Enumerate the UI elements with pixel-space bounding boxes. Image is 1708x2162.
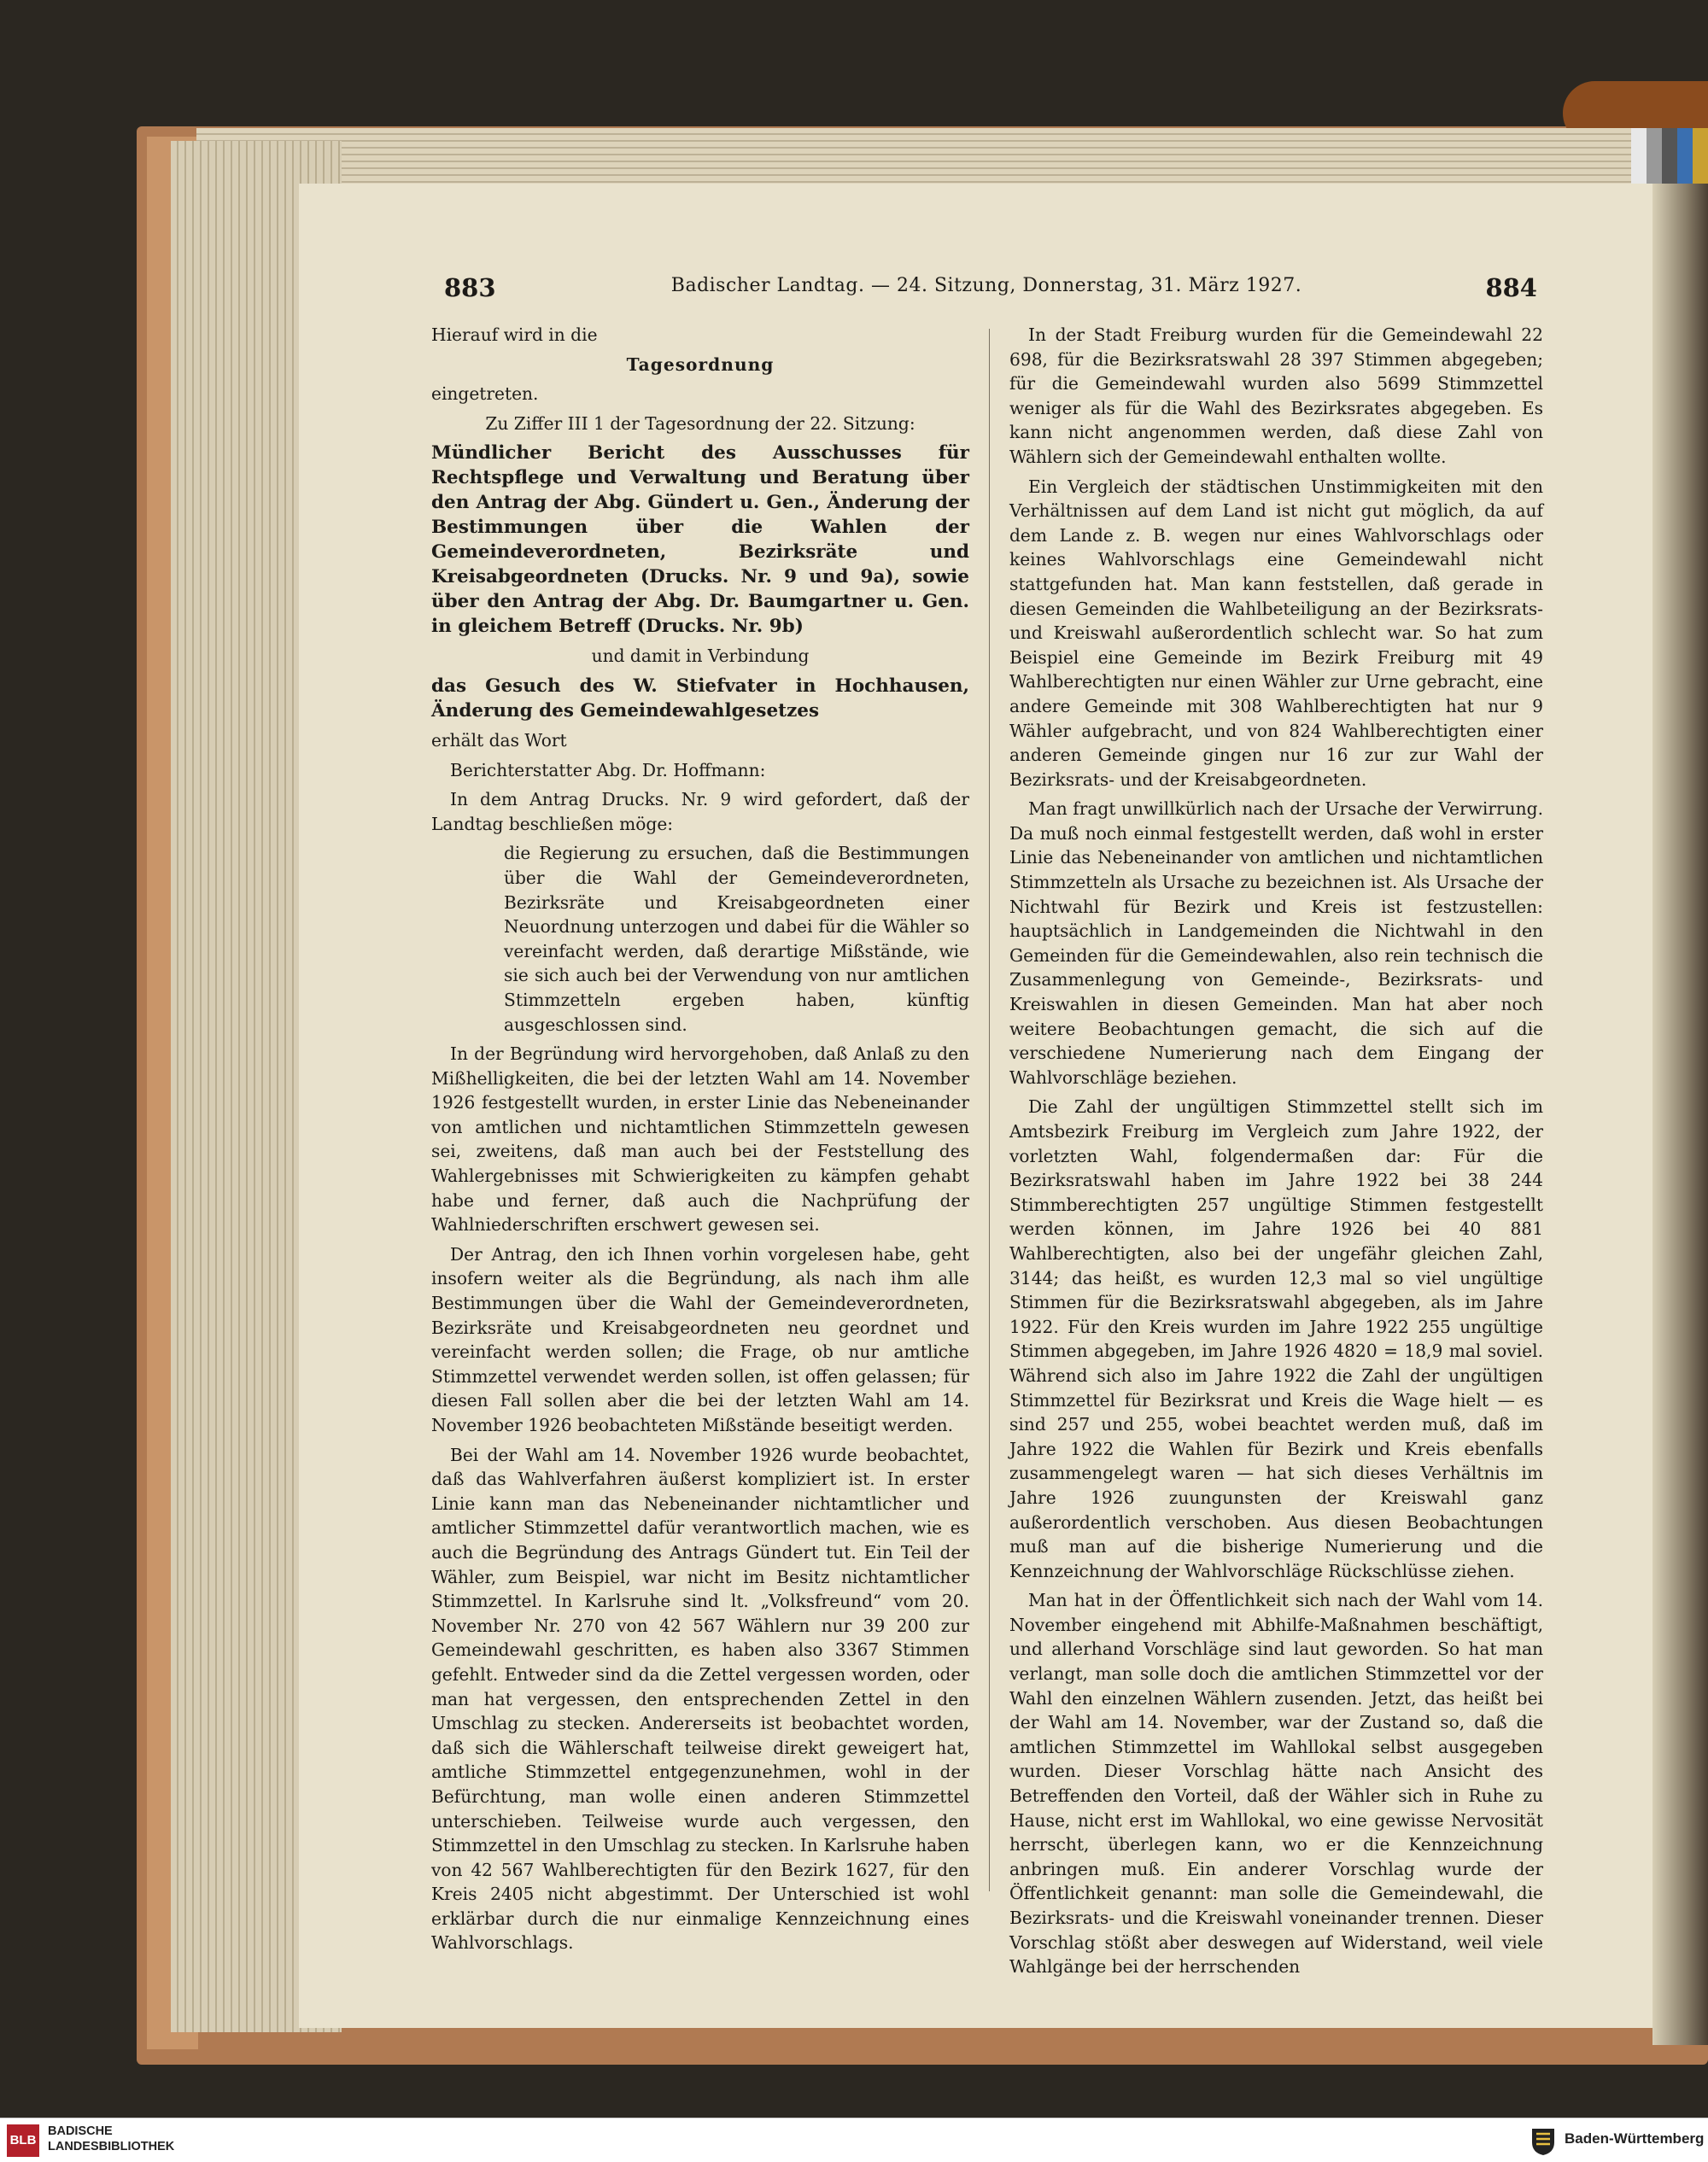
paragraph: Tagesordnung bbox=[626, 354, 775, 375]
color-calibration-strip bbox=[1631, 128, 1708, 188]
paragraph: Hierauf wird in die bbox=[431, 324, 598, 345]
page-number-right: 884 bbox=[1485, 273, 1537, 302]
text-column-right bbox=[1009, 323, 1543, 1984]
paragraph: das Gesuch des W. Stiefvater in Hochhausen, Änderung des Gemeindewahlgesetzes bbox=[431, 675, 969, 722]
paragraph: Ein Vergleich der städtischen Unstimmigkeiten mit den Verhältnissen auf dem Land ist nicht gut möglich, da auf dem Lande z. B. wegen nur eines Wahlvorschlags oder keines Wahlvorschlags eine Gemeindewahl nicht stattgefunden hat. Man kann feststellen, daß gerade in diesen Gemeinden die Wahlbeteiligung an der Bezirksrats- und Kreiswahl außerordentlich schlecht war. So hat zum Beispiel eine Gemeinde im Bezirk Freiburg mit 49 Wahlberechtigten nur einen Wähler zur Urne gebracht, eine andere Gemeinde mit 308 Wahlberechtigten hat nur 9 Wähler aufgebracht, und von 824 Wahlberechtigten einer anderen Gemeinde gingen nur 16 zur zur Wahl der Bezirksrats- und der Kreisabgeordneten. bbox=[1009, 476, 1543, 790]
paragraph: erhält das Wort bbox=[431, 729, 567, 751]
running-head: Badischer Landtag. — 24. Sitzung, Donnerstag, 31. März 1927. bbox=[670, 275, 1302, 296]
page-header bbox=[436, 273, 1537, 307]
paragraph: die Regierung zu ersuchen, daß die Bestimmungen über die Wahl der Gemeindeverordneten, Bezirksräte und Kreisabgeordneten einer Neuordnung unterzogen und dabei für die Wähler so vereinfacht werden, daß derartige Mißstände, wie sie sich auch bei der Verwendung von nur amtlichen Stimmzetteln ergeben haben, künftig ausgeschlossen sind. bbox=[504, 843, 969, 1035]
paragraph: Bei der Wahl am 14. November 1926 wurde beobachtet, daß das Wahlverfahren äußerst kompliziert ist. In erster Linie kann man das Nebeneinander nichtamtlicher und amtlicher Stimmzettel dafür verantwortlich machen, wie es auch die Begründung des Antrags Gündert tut. Ein Teil der Wähler, zum Beispiel, war nicht im Besitz nichtamtlicher Stimmzettel. In Karlsruhe sind lt. „Volksfreund“ vom 20. November Nr. 270 von 42 567 Wählern nur 39 200 zur Gemeindewahl geschritten, es haben also 3367 Stimmen gefehlt. Entweder sind da die Zettel vergessen worden, oder man hat vergessen, den entsprechenden Zettel in den Umschlag zu stecken. Andererseits ist beobachtet worden, daß sich die Wählerschaft teilweise direkt geweigert hat, amtliche Stimmzettel entgegenzunehmen, wohl in der Befürchtung, man wolle einen anderen Stimmzettel unterschieben. Teilweise wurde auch vergessen, den Stimmzettel in den Umschlag zu stecken. In Karlsruhe haben von 42 567 Wahlberechtigten für den Bezirk 1627, für den Kreis 2405 nicht abgestimmt. Der Unterschied ist wohl erklärbar durch die nur einmalige Kennzeichnung eines Wahlvorschlags. bbox=[431, 1444, 969, 1954]
paragraph: eingetreten. bbox=[431, 383, 539, 405]
paragraph: In der Begründung wird hervorgehoben, daß Anlaß zu den Mißhelligkeiten, die bei der letzten Wahl am 14. November 1926 festgestellt wurden, in erster Linie das Nebeneinander von amtlichen und nichtamtlichen Stimmzetteln gewesen sei, zweitens, daß man auch bei der Feststellung des Wahlergebnisses mit Schwierigkeiten zu kämpfen gehabt habe und ferner, daß auch die Nachprüfung der Wahlniederschriften erschwert gewesen sei. bbox=[431, 1043, 969, 1236]
paragraph: Mündlicher Bericht des Ausschusses für Rechtspflege und Verwaltung und Beratung über den Antrag der Abg. Gündert u. Gen., Änderung der Bestimmungen über die Wahlen der Gemeindeverordneten, Bezirksräte und Kreisabgeordneten (Drucks. Nr. 9 und 9a), sowie über den Antrag der Abg. Dr. Baumgartner u. Gen. in gleichem Betreff (Drucks. Nr. 9b) bbox=[431, 442, 969, 638]
paragraph: und damit in Verbindung bbox=[591, 646, 810, 667]
state-label[interactable]: Baden-Württemberg bbox=[1565, 2130, 1705, 2147]
blb-logo[interactable]: BLB bbox=[7, 2124, 39, 2157]
text-column-left bbox=[431, 323, 969, 1960]
paragraph: Die Zahl der ungültigen Stimmzettel stellt sich im Amtsbezirk Freiburg im Vergleich zum Jahre 1922, der vorletzten Wahl, folgendermaßen dar: Für die Bezirksratswahl haben im Jahre 1922 bei 38 244 Stimmberechtigten 257 ungültige Stimmen festgestellt werden können, im Jahre 1926 bei 40 881 Wahlberechtigten, also bei der ungefähr gleichen Zahl, 3144; das heißt, es wurden 12,3 mal so viel ungültige Stimmen für die Bezirksratswahl abgegeben, als im Jahre 1922. Für den Kreis wurden im Jahre 1922 255 ungültige Stimmen abgegeben, im Jahre 1926 4820 = 18,9 mal soviel. Während sich also im Jahre 1922 die Zahl der ungültigen Stimmzettel für Bezirksrat und Kreis die Wage hielt — es sind 257 und 255, wobei beachtet werden muß, daß im Jahre 1922 die Wahlen für Bezirk und Kreis ebenfalls zusammengelegt waren — hat sich dieses Verhältnis im Jahre 1926 zuungunsten der Kreiswahl ganz außerordentlich verschoben. Aus diesen Beobachtungen muß man auf die bisherige Numerierung und die Kennzeichnung der Wahlvorschläge Rückschlüsse ziehen. bbox=[1009, 1096, 1543, 1581]
paragraph: In dem Antrag Drucks. Nr. 9 wird gefordert, daß der Landtag beschließen möge: bbox=[431, 789, 969, 834]
paragraph: Man fragt unwillkürlich nach der Ursache der Verwirrung. Da muß noch einmal festgestellt werden, daß wohl in erster Linie das Nebeneinander von amtlichen und nichtamtlichen Stimmzetteln als Ursache zu bezeichnen ist. Als Ursache der Nichtwahl für Bezirk und Kreis ist festzustellen: hauptsächlich in Landgemeinden die Nichtwahl in den Gemeinden für die Gemeindewahlen, also rein technisch die Zusammenlegung von Gemeinde-, Bezirksrats- und Kreiswahlen in diesen Gemeinden. Man hat aber noch weitere Beobachtungen gemacht, die sich auf die verschiedene Numerierung nach dem Eingang der Wahlvorschläge beziehen. bbox=[1009, 798, 1543, 1088]
paragraph: In der Stadt Freiburg wurden für die Gemeindewahl 22 698, für die Bezirksratswahl 28 397 Stimmen abgegeben; für die Gemeindewahl wurden also 5699 Stimmzettel weniger als für die Wahl des Bezirksrates abgegeben. Es kann nicht angenommen werden, daß diese Zahl von Wählern sich der Gemeindewahl enthalten wollte. bbox=[1009, 324, 1543, 467]
footer-bar bbox=[0, 2118, 1708, 2162]
paragraph: Zu Ziffer III 1 der Tagesordnung der 22. Sitzung: bbox=[485, 412, 915, 434]
library-name-line1: BADISCHE bbox=[48, 2124, 113, 2138]
page-gutter bbox=[1652, 184, 1708, 2045]
column-divider bbox=[989, 329, 990, 1891]
paragraph: Der Antrag, den ich Ihnen vorhin vorgelesen habe, geht insofern weiter als die Begründung, als nach ihm alle Bestimmungen über die Wahl der Gemeindeverordneten, Bezirksräte und Kreisabgeordneten neu geordnet und vereinfacht werden sollen; die Frage, ob nur amtliche Stimmzettel verwendet werden sollen, ist offen gelassen; für diesen Fall sollen aber die bei der letzten Wahl am 14. November 1926 beobachteten Mißstände beseitigt werden. bbox=[431, 1243, 969, 1435]
page-number-left: 883 bbox=[444, 273, 496, 302]
baden-wuerttemberg-crest-icon bbox=[1529, 2125, 1558, 2156]
library-name-line2: LANDESBIBLIOTHEK bbox=[48, 2140, 175, 2153]
paragraph: Man hat in der Öffentlichkeit sich nach der Wahl vom 14. November eingehend mit Abhilfe-Maßnahmen beschäftigt, und allerhand Vorschläge sind laut geworden. So hat man verlangt, man solle doch die amtlichen Stimmzettel vor der Wahl den einzelnen Wählern zusenden. Jetzt, das heißt bei der Wahl am 14. November, war der Zustand so, daß die amtlichen Stimmzettel im Wahllokal selbst ausgegeben wurden. Dieser Vorschlag hätte nach Ansicht des Betreffenden den Vorteil, daß der Wähler sich in Ruhe zu Hause, nicht erst im Wahllokal, wo eine gewisse Nervosität herrscht, überlegen kann, wo er die Kennzeichnung anbringen muß. Ein anderer Vorschlag wurde der Öffentlichkeit genannt: man solle die Gemeindewahl, die Bezirksrats- und die Kreiswahl voneinander trennen. Dieser Vorschlag stößt aber deswegen auf Widerstand, weil viele Wahlgänge bei der herrschenden bbox=[1009, 1590, 1543, 1978]
paragraph: Berichterstatter Abg. Dr. Hoffmann: bbox=[450, 759, 766, 780]
